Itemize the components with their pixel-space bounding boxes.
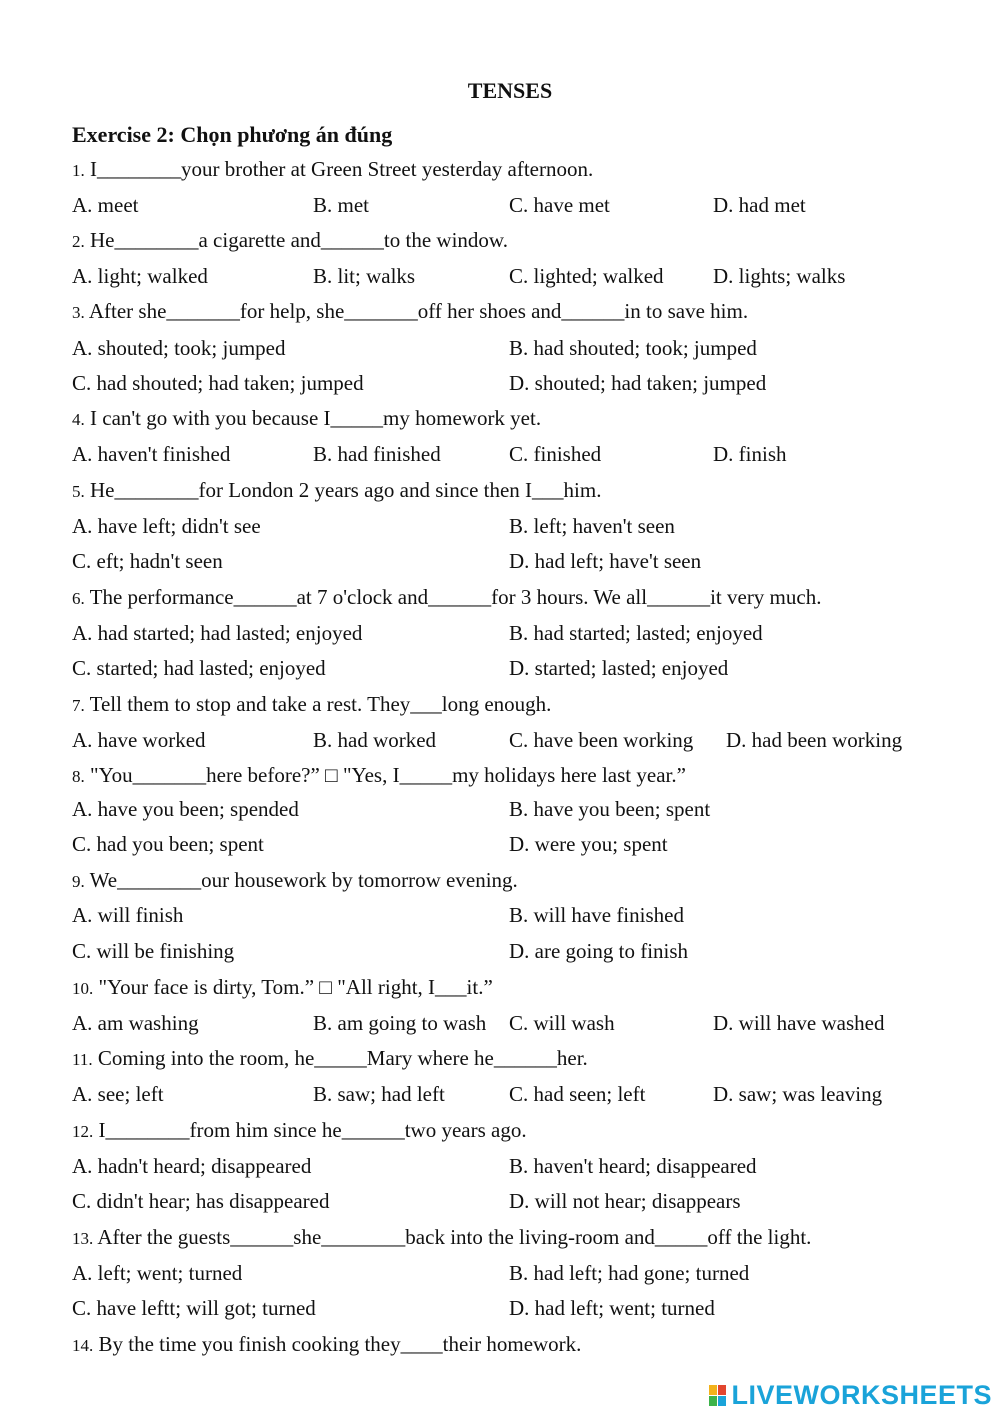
option-1b[interactable]: B. met (313, 193, 369, 217)
option-7a[interactable]: A. have worked (72, 728, 206, 752)
question-8: 8. "You_______here before?” □ "Yes, I_____my holidays here last year.” (72, 763, 686, 787)
option-8c[interactable]: C. had you been; spent (72, 832, 264, 856)
exercise-title: Exercise 2: Chọn phương án đúng (72, 122, 393, 147)
option-6a[interactable]: A. had started; had lasted; enjoyed (72, 621, 363, 645)
option-11b[interactable]: B. saw; had left (313, 1082, 445, 1106)
question-12: 12. I________from him since he______two years ago. (72, 1118, 527, 1142)
question-3: 3. After she_______for help, she_______off her shoes and______in to save him. (72, 299, 749, 323)
question-5: 5. He________for London 2 years ago and since then I___him. (72, 478, 602, 502)
option-11d[interactable]: D. saw; was leaving (713, 1082, 883, 1106)
question-11: 11. Coming into the room, he_____Mary where he______her. (72, 1046, 588, 1070)
option-4c[interactable]: C. finished (509, 442, 602, 466)
option-13d[interactable]: D. had left; went; turned (509, 1296, 715, 1320)
option-8d[interactable]: D. were you; spent (509, 832, 668, 856)
option-10a[interactable]: A. am washing (72, 1011, 199, 1035)
option-12b[interactable]: B. haven't heard; disappeared (509, 1154, 757, 1178)
question-13: 13. After the guests______she________back into the living-room and_____off the light. (72, 1225, 812, 1249)
option-5c[interactable]: C. eft; hadn't seen (72, 549, 223, 573)
option-1d[interactable]: D. had met (713, 193, 806, 217)
option-7b[interactable]: B. had worked (313, 728, 437, 752)
question-10: 10. "Your face is dirty, Tom.” □ "All right, I___it.” (72, 975, 493, 999)
option-2a[interactable]: A. light; walked (72, 264, 208, 288)
option-9b[interactable]: B. will have finished (509, 903, 684, 927)
option-4d[interactable]: D. finish (713, 442, 787, 466)
option-11a[interactable]: A. see; left (72, 1082, 164, 1106)
page-title: TENSES (467, 78, 553, 103)
option-4b[interactable]: B. had finished (313, 442, 441, 466)
question-14: 14. By the time you finish cooking they____their homework. (72, 1332, 582, 1356)
option-5d[interactable]: D. had left; have't seen (509, 549, 702, 573)
option-13c[interactable]: C. have leftt; will got; turned (72, 1296, 316, 1320)
option-2d[interactable]: D. lights; walks (713, 264, 846, 288)
option-3a[interactable]: A. shouted; took; jumped (72, 336, 286, 360)
option-8a[interactable]: A. have you been; spended (72, 797, 299, 821)
question-2: 2. He________a cigarette and______to the window. (72, 228, 508, 252)
option-13a[interactable]: A. left; went; turned (72, 1261, 243, 1285)
option-9a[interactable]: A. will finish (72, 903, 184, 927)
option-12a[interactable]: A. hadn't heard; disappeared (72, 1154, 312, 1178)
option-7d[interactable]: D. had been working (726, 728, 903, 752)
logo-text: LIVEWORKSHEETS (731, 1380, 992, 1410)
option-5a[interactable]: A. have left; didn't see (72, 514, 261, 538)
option-1a[interactable]: A. meet (72, 193, 139, 217)
option-9c[interactable]: C. will be finishing (72, 939, 235, 963)
option-2c[interactable]: C. lighted; walked (509, 264, 664, 288)
question-1: 1. I________your brother at Green Street yesterday afternoon. (72, 157, 594, 181)
option-3c[interactable]: C. had shouted; had taken; jumped (72, 371, 364, 395)
option-2b[interactable]: B. lit; walks (313, 264, 416, 288)
option-12d[interactable]: D. will not hear; disappears (509, 1189, 741, 1213)
option-6b[interactable]: B. had started; lasted; enjoyed (509, 621, 763, 645)
option-3b[interactable]: B. had shouted; took; jumped (509, 336, 757, 360)
option-11c[interactable]: C. had seen; left (509, 1082, 646, 1106)
question-7: 7. Tell them to stop and take a rest. They___long enough. (72, 692, 552, 716)
option-9d[interactable]: D. are going to finish (509, 939, 689, 963)
option-12c[interactable]: C. didn't hear; has disappeared (72, 1189, 330, 1213)
option-8b[interactable]: B. have you been; spent (509, 797, 711, 821)
option-6d[interactable]: D. started; lasted; enjoyed (509, 656, 729, 680)
question-4: 4. I can't go with you because I_____my homework yet. (72, 406, 542, 430)
option-4a[interactable]: A. haven't finished (72, 442, 231, 466)
option-10d[interactable]: D. will have washed (713, 1011, 885, 1035)
liveworksheets-icon (709, 1385, 727, 1407)
question-9: 9. We________our housework by tomorrow evening. (72, 868, 518, 892)
option-3d[interactable]: D. shouted; had taken; jumped (509, 371, 767, 395)
liveworksheets-logo[interactable] (709, 1380, 992, 1411)
option-7c[interactable]: C. have been working (509, 728, 694, 752)
question-6: 6. The performance______at 7 o'clock and______for 3 hours. We all______it very much. (72, 585, 822, 609)
option-10b[interactable]: B. am going to wash (313, 1011, 487, 1035)
option-13b[interactable]: B. had left; had gone; turned (509, 1261, 750, 1285)
option-5b[interactable]: B. left; haven't seen (509, 514, 675, 538)
option-1c[interactable]: C. have met (509, 193, 610, 217)
option-10c[interactable]: C. will wash (509, 1011, 615, 1035)
option-6c[interactable]: C. started; had lasted; enjoyed (72, 656, 326, 680)
